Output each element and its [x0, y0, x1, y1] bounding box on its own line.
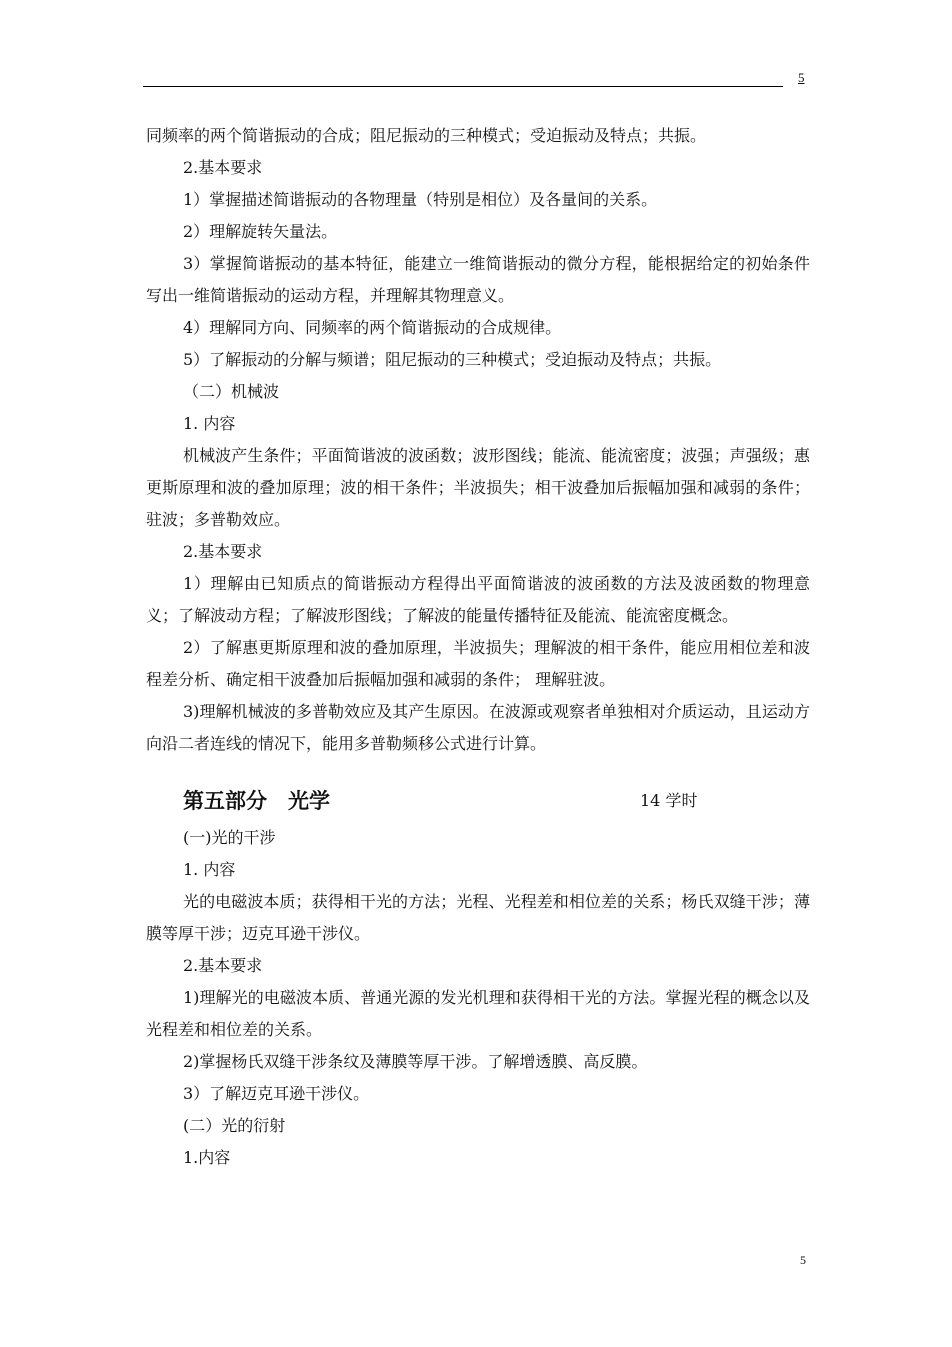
- paragraph: (二）光的衍射: [183, 1116, 286, 1135]
- paragraphs-after-section: [146, 822, 810, 1174]
- header-page-number: 5: [798, 70, 805, 85]
- paragraph: 1）掌握描述简谐振动的各物理量（特别是相位）及各量间的关系。: [183, 190, 658, 209]
- paragraph: （二）机械波: [183, 382, 280, 401]
- paragraphs-before-section: [146, 120, 810, 760]
- paragraph: 3）掌握简谐振动的基本特征，能建立一维简谐振动的微分方程，能根据给定的初始条件写出一维简谐振动的运动方程，并理解其物理意义。: [146, 254, 810, 305]
- paragraph: 1)理解光的电磁波本质、普通光源的发光机理和获得相干光的方法。掌握光程的概念以及光程差和相位差的关系。: [146, 988, 810, 1039]
- paragraph: 5）了解振动的分解与频谱；阻尼振动的三种模式；受迫振动及特点；共振。: [183, 350, 722, 369]
- paragraph: 1. 内容: [183, 414, 236, 433]
- paragraph: 2.基本要求: [183, 158, 263, 177]
- paragraph: 3）了解迈克耳逊干涉仪。: [183, 1084, 370, 1103]
- header-rule: [143, 86, 783, 87]
- paragraph: 2.基本要求: [183, 542, 263, 561]
- paragraph: 2）了解惠更斯原理和波的叠加原理，半波损失；理解波的相干条件，能应用相位差和波程差分析、确定相干波叠加后振幅加强和减弱的条件； 理解驻波。: [146, 638, 810, 689]
- section-heading: [146, 780, 810, 822]
- paragraph: 同频率的两个简谐振动的合成；阻尼振动的三种模式；受迫振动及特点；共振。: [146, 126, 707, 145]
- paragraph: 1）理解由已知质点的简谐振动方程得出平面简谐波的波函数的方法及波函数的物理意义；了解波动方程；了解波形图线；了解波的能量传播特征及能流、能流密度概念。: [146, 574, 810, 625]
- page-body: [146, 120, 810, 1174]
- paragraph: 机械波产生条件；平面简谐波的波函数；波形图线；能流、能流密度；波强；声强级；惠更斯原理和波的叠加原理；波的相干条件；半波损失；相干波叠加后振幅加强和减弱的条件；驻波；多普勒效应。: [146, 446, 810, 529]
- paragraph: 2)掌握杨氏双缝干涉条纹及薄膜等厚干涉。了解增透膜、高反膜。: [183, 1052, 648, 1071]
- paragraph: (一)光的干涉: [183, 828, 276, 847]
- section-title: 第五部分 光学: [183, 789, 330, 813]
- paragraph: 光的电磁波本质；获得相干光的方法；光程、光程差和相位差的关系；杨氏双缝干涉；薄膜等厚干涉；迈克耳逊干涉仪。: [146, 892, 810, 943]
- paragraph: 3)理解机械波的多普勒效应及其产生原因。在波源或观察者单独相对介质运动，且运动方向沿二者连线的情况下，能用多普勒频移公式进行计算。: [146, 702, 810, 753]
- paragraph: 4）理解同方向、同频率的两个简谐振动的合成规律。: [183, 318, 562, 337]
- paragraph: 2.基本要求: [183, 956, 263, 975]
- footer-page-number: 5: [800, 1253, 806, 1267]
- section-hours: 14 学时: [640, 791, 698, 810]
- paragraph: 2）理解旋转矢量法。: [183, 222, 338, 241]
- paragraph: 1.内容: [183, 1148, 231, 1167]
- paragraph: 1. 内容: [183, 860, 236, 879]
